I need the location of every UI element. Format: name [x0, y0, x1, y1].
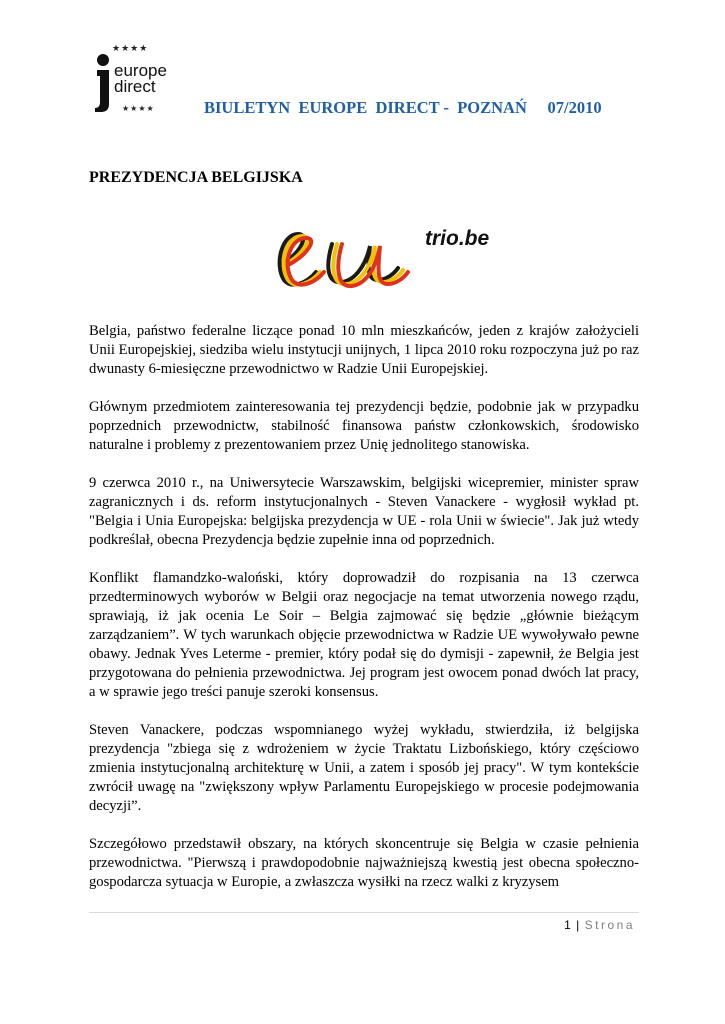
article-body: [89, 322, 639, 911]
page-footer: [564, 918, 635, 932]
bulletin-header-title: BIULETYN EUROPE DIRECT - POZNAŃ 07/2010: [204, 98, 602, 117]
footer-separator: |: [576, 918, 580, 932]
paragraph: Belgia, państwo federalne liczące ponad 10 mln mieszkańców, jeden z krajów założycieli Unii Europejskiej, siedziba wielu instytucji unijnych, 1 lipca 2010 roku rozpoczyna już po raz dwunasty 6-miesięczne przewodnictwo w Radzie Unii Europejskiej.: [89, 323, 639, 377]
paragraph: Szczegółowo przedstawił obszary, na których skoncentruje się Belgia w czasie pełnienia przewodnictwa. "Pierwszą i prawdopodobnie najważniejszą kwestią jest obecna społeczno-gospodarcza sytuacja w Europie, a zwłaszcza wysiłki na rzecz walki z kryzysem: [89, 836, 639, 890]
footer-divider: [89, 912, 639, 913]
paragraph: Steven Vanackere, podczas wspomnianego wyżej wykładu, stwierdziła, iż belgijska prezydencja "zbiega się z wdrożeniem w życie Traktatu Lizbońskiego, który częściowo zmienia instytucjonalną architekturę w Unii, a zatem i sposób jej pracy". W tym kontekście zwrócił uwagę na "zwiększony wpływ Parlamentu Europejskiego w procesie podejmowania decyzji”.: [89, 722, 639, 814]
page-label: Strona: [584, 918, 635, 932]
logo-stars-top: ★★★★: [112, 44, 149, 54]
logo-text-direct: direct: [114, 77, 156, 96]
europe-direct-logo: [92, 44, 184, 120]
logo-i-icon: [92, 52, 114, 114]
section-title: PREZYDENCJA BELGIJSKA: [89, 169, 303, 186]
page-number: 1: [564, 918, 571, 932]
paragraph: Konflikt flamandzko-waloński, który doprowadził do rozpisania na 13 czerwca przedterminowych wyborów w Belgii oraz negocjacje na temat utworzenia nowego rządu, sprawiają, iż jak ocenia Le Soir – Belgia zajmować się będzie „głównie bieżącym zarządzaniem”. W tych warunkach objęcie przewodnictwa w Radzie UE wywoływało pewne obawy. Jednak Yves Leterme - premier, który podał się do dymisji - zapewnił, że Belgia jest przygotowana do pełnienia przewodnictwa. Jej program jest owocem ponad dwóch lat pracy, a w sprawie jego treści panuje szeroki konsensus.: [89, 570, 639, 700]
trio-be-label: trio.be: [425, 227, 490, 250]
logo-stars-bottom: ★★★★: [122, 104, 155, 113]
paragraph: Głównym przedmiotem zainteresowania tej prezydencji będzie, podobnie jak w przypadku poprzednich przewodnictw, stabilność finansowa państw członkowskich, środowisko naturalne i problemy z prezentowaniem przez Unię jednolitego stanowiska.: [89, 399, 639, 453]
paragraph: 9 czerwca 2010 r., na Uniwersytecie Warszawskim, belgijski wicepremier, minister spraw zagranicznych i ds. reform instytucjonalnych - Steven Vanackere - wygłosił wykład pt. "Belgia i Unia Europejska: belgijska prezydencja w UE - rola Unii w świecie". Jak już wtedy podkreślał, obecna Prezydencja będzie zupełnie inna od poprzednich.: [89, 475, 639, 548]
logo-text-europe: europe: [114, 61, 167, 80]
